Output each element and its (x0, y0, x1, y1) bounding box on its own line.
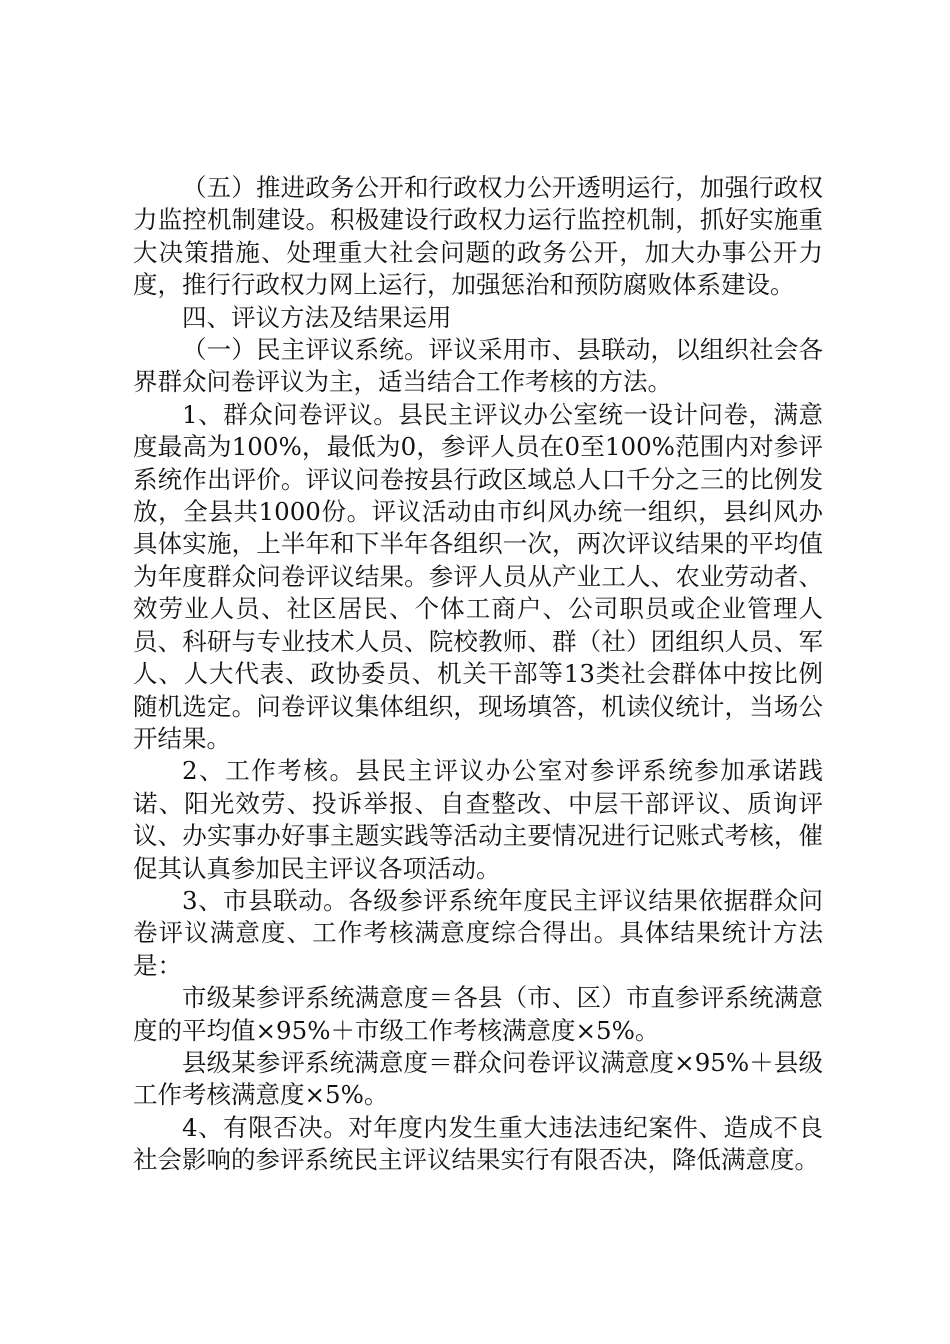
paragraph-linkage: 3、市县联动。各级参评系统年度民主评议结果依据群众问卷评议满意度、工作考核满意度综合得出。具体结果统计方法是： (133, 885, 823, 980)
paragraph-section-five: （五）推进政务公开和行政权力公开透明运行，加强行政权力监控机制建设。积极建设行政权力运行监控机制，抓好实施重大决策措施、处理重大社会问题的政务公开，加大办事公开力度，推行行政权力网上运行，加强惩治和预防腐败体系建设。 (133, 173, 823, 300)
paragraph-democratic-evaluation: （一）民主评议系统。评议采用市、县联动，以组织社会各界群众问卷评议为主，适当结合工作考核的方法。 (133, 335, 823, 397)
paragraph-limited-veto: 4、有限否决。对年度内发生重大违法违纪案件、造成不良社会影响的参评系统民主评议结果实行有限否决，降低满意度。 (133, 1112, 823, 1175)
paragraph-city-formula: 市级某参评系统满意度＝各县（市、区）市直参评系统满意度的平均值×95%＋市级工作考核满意度×5%。 (133, 983, 823, 1045)
document-body (133, 172, 823, 1177)
paragraph-questionnaire: 1、群众问卷评议。县民主评议办公室统一设计问卷，满意度最高为100%，最低为0，参评人员在0至100%范围内对参评系统作出评价。评议问卷按县行政区域总人口千分之三的比例发放，全县共1000份。评议活动由市纠风办统一组织，县纠风办具体实施，上半年和下半年各组织一次，两次评议结果的平均值为年度群众问卷评议结果。参评人员从产业工人、农业劳动者、效劳业人员、社区居民、个体工商户、公司职员或企业管理人员、科研与专业技术人员、院校教师、群（社）团组织人员、军人、人大代表、政协委员、机关干部等13类社会群体中按比例随机选定。问卷评议集体组织，现场填答，机读仪统计，当场公开结果。 (133, 399, 823, 753)
paragraph-work-assessment: 2、工作考核。县民主评议办公室对参评系统参加承诺践诺、阳光效劳、投诉举报、自查整改、中层干部评议、质询评议、办实事办好事主题实践等活动主要情况进行记账式考核，催促其认真参加民主评议各项活动。 (133, 756, 823, 883)
heading-evaluation-methods: 四、评议方法及结果运用 (182, 302, 452, 332)
paragraph-county-formula: 县级某参评系统满意度＝群众问卷评议满意度×95%＋县级工作考核满意度×5%。 (133, 1047, 823, 1110)
